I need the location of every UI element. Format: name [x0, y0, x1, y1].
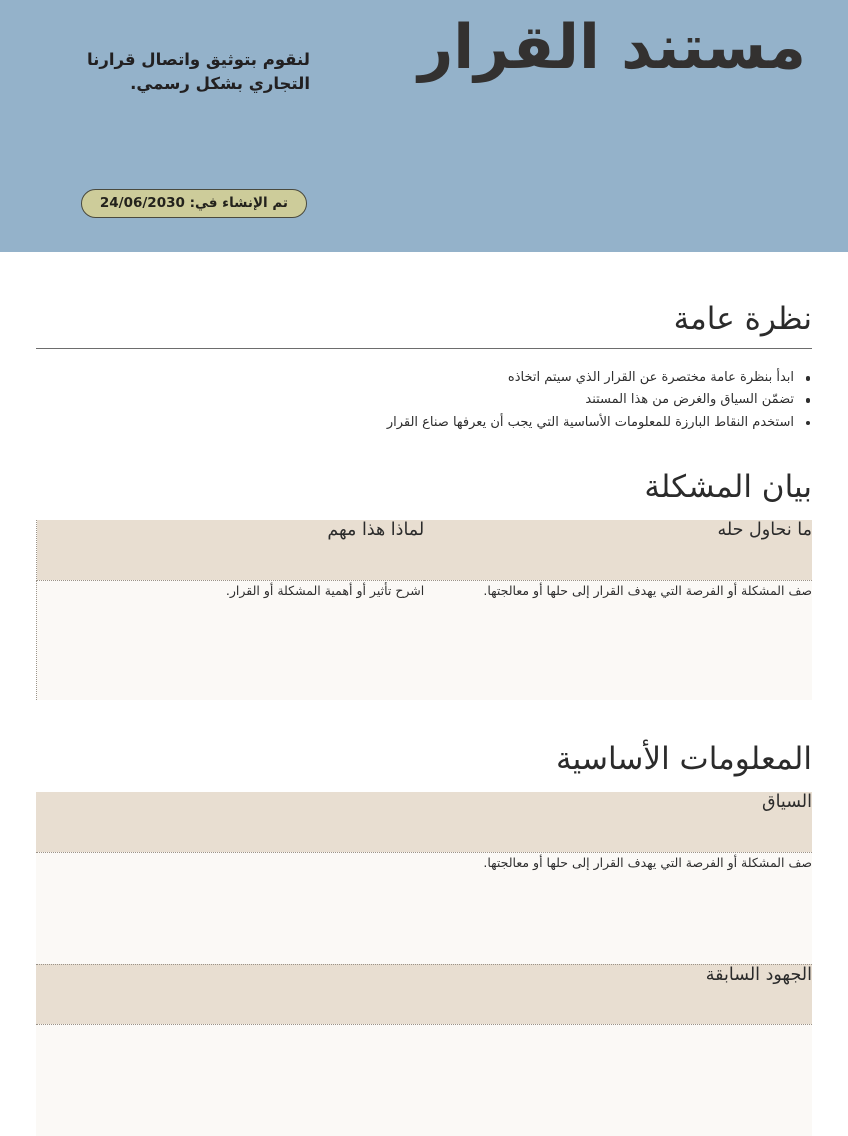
overview-divider [36, 348, 812, 349]
table-cell-context-body: صف المشكلة أو الفرصة التي يهدف القرار إلى حلها أو معالجتها. [36, 852, 812, 964]
document-header-band [0, 0, 848, 252]
page-title: مستند القرار [418, 12, 806, 83]
creation-date-badge: تم الإنشاء في: 24/06/2030 [81, 189, 307, 218]
section-heading-background-information: المعلومات الأساسية [556, 741, 812, 778]
list-item: تضمّن السياق والغرض من هذا المستند [36, 389, 812, 411]
background-information-table [36, 792, 812, 1136]
table-header-cell-previous-efforts: الجهود السابقة [36, 964, 812, 1024]
table-row [36, 964, 812, 1024]
overview-bullet-list [36, 367, 812, 434]
table-row [37, 520, 813, 580]
list-item: ابدأ بنظرة عامة مختصرة عن القرار الذي سيتم اتخاذه [36, 367, 812, 389]
table-cell-previous-efforts-body [36, 1024, 812, 1136]
table-row [36, 852, 812, 964]
table-row [36, 1024, 812, 1136]
problem-statement-table [36, 520, 812, 700]
section-heading-overview: نظرة عامة [673, 301, 812, 337]
table-header-cell-context: السياق [36, 792, 812, 852]
section-problem-statement [0, 434, 848, 700]
table-cell-why-it-matters-body: اشرح تأثير أو أهمية المشكلة أو القرار. [37, 580, 425, 700]
table-header-cell-why-it-matters: لماذا هذا مهم [37, 520, 425, 580]
table-row [37, 580, 813, 700]
table-row [36, 792, 812, 852]
table-cell-what-we-solve-body: صف المشكلة أو الفرصة التي يهدف القرار إلى حلها أو معالجتها. [424, 580, 812, 700]
document-subtitle: لنقوم بتوثيق واتصال قرارنا التجاري بشكل رسمي. [86, 50, 310, 93]
section-overview [0, 252, 848, 434]
document-body [0, 252, 848, 1136]
table-header-cell-what-we-solve: ما نحاول حله [424, 520, 812, 580]
section-background-information [0, 700, 848, 1136]
section-heading-problem-statement: بيان المشكلة [644, 469, 812, 506]
list-item: استخدم النقاط البارزة للمعلومات الأساسية التي يجب أن يعرفها صناع القرار [36, 412, 812, 434]
